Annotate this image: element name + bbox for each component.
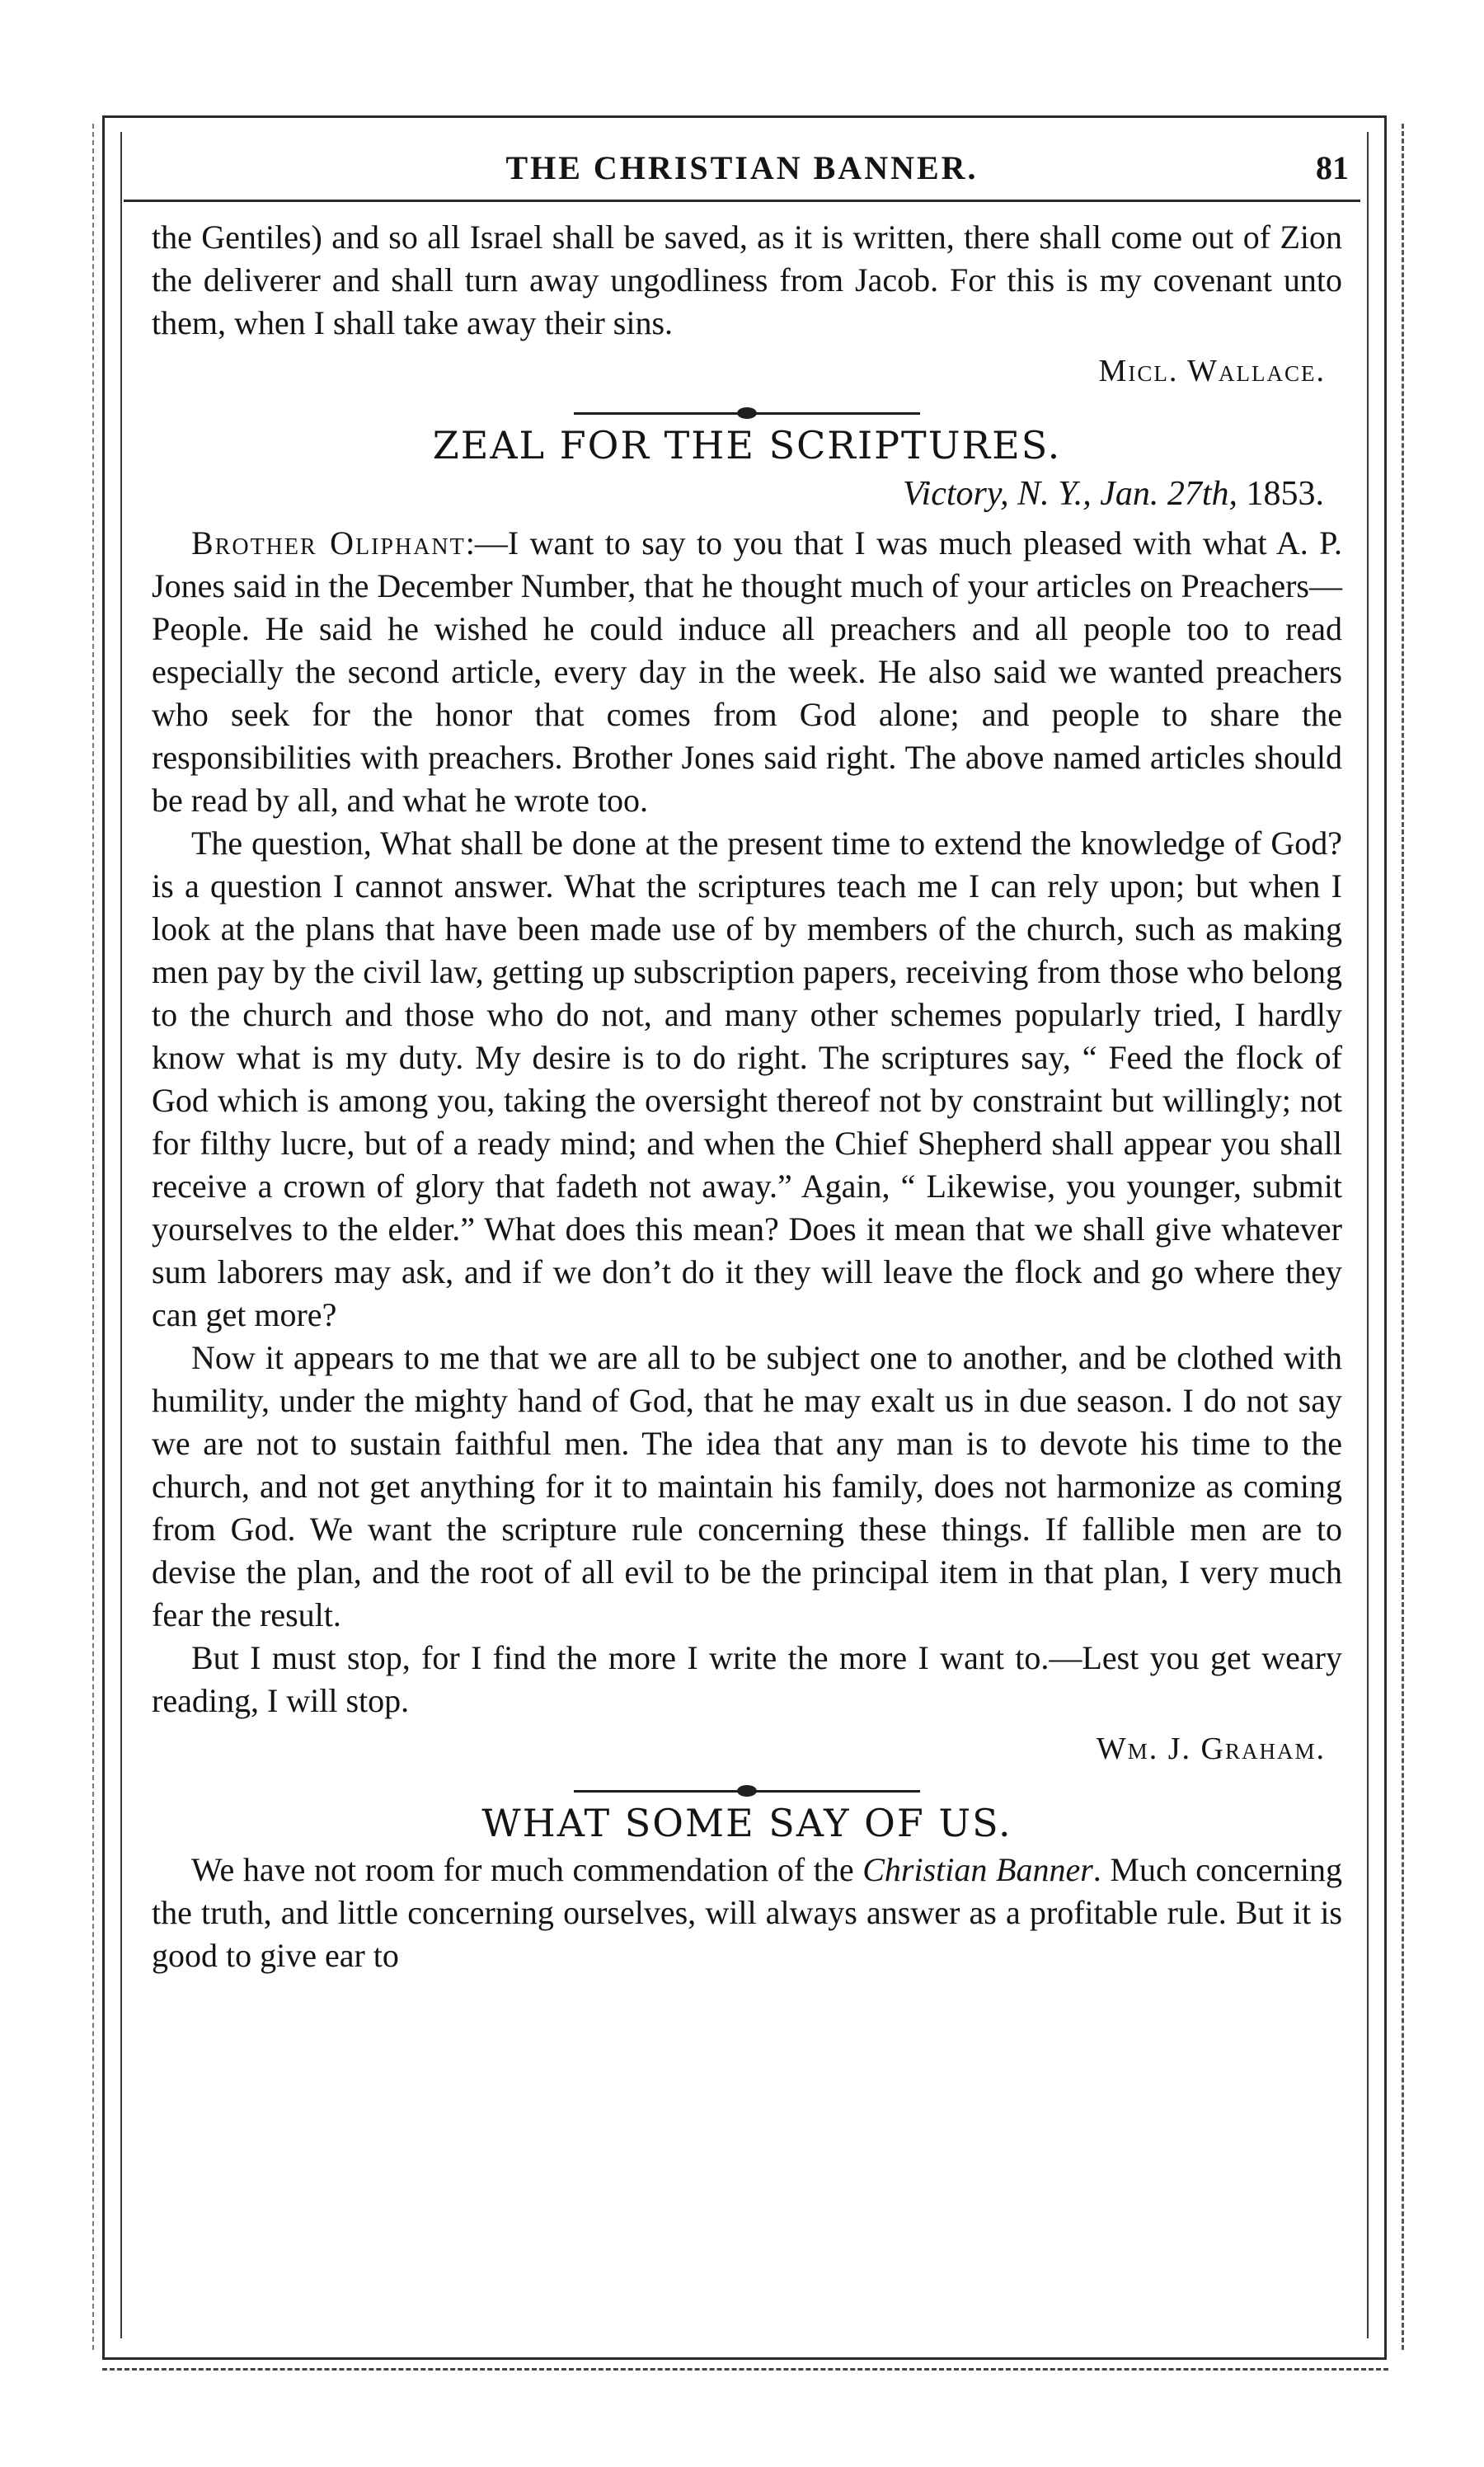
previous-article-signature: Micl. Wallace. — [1098, 354, 1326, 388]
running-title: THE CHRISTIAN BANNER. — [505, 149, 979, 186]
article-paragraph: Now it appears to me that we are all to be subject one to another, and be clothed with humility, under the mighty hand of God, that he may exalt us in due season. I do not say we are not to sustain faithful men. The idea that any man is to devote his time to the church, and not get anything for it to maintain his family, does not harmonize as coming from God. We want the scripture rule concerning these things. If fallible men are to devise the plan, and the root of all evil to be the principal item in that plan, I very much fear the result. — [152, 1339, 1342, 1633]
publication-title: Christian Banner — [862, 1851, 1093, 1888]
article-title: WHAT SOME SAY OF US. — [481, 1801, 1012, 1845]
page-number: 81 — [1316, 149, 1349, 186]
article-paragraph: The question, What shall be done at the present time to extend the knowledge of God? is a question I cannot answer. What the scriptures teach me I can rely upon; but when I look at the plans that have been made use of by members of the church, such as making men pay by the civil law, getting up subscription papers, receiving from those who belong to the church and those who do not, and many other schemes popularly tried, I hardly know what is my duty. My desire is to do right. The scriptures say, “ Feed the flock of God which is among you, taking the oversight thereof not by constraint but willingly; not for filthy lucre, but of a ready mind; and when the Chief Shepherd shall appear you shall receive a crown of glory that fadeth not away.” Again, “ Likewise, you younger, submit yourselves to the elder.” What does this mean? Does it mean that we shall give whatever sum laborers may ask, and if we don’t do it they will leave the flock and go where they can get more? — [152, 825, 1342, 1333]
article-signature: Wm. J. Graham. — [1096, 1732, 1326, 1766]
dateline-place: Victory, N. Y., Jan. 27th, — [902, 475, 1237, 513]
article-zeal-for-scriptures — [152, 423, 1342, 1770]
previous-article-ending — [152, 216, 1342, 392]
article-title: ZEAL FOR THE SCRIPTURES. — [432, 423, 1062, 468]
article-paragraph — [152, 1849, 1342, 1977]
paragraph-text: :—I want to say to you that I was much pleased with what A. P. Jones said in the December Number, that he thought much of your articles on Preachers—People. He said he wished he could induce all preachers and all people too to read especially the second article, every day in the week. He also said we wanted preachers who seek for the honor that comes from God alone; and people to share the responsibilities with preachers. Brother Jones said right. The above named articles should be read by all, and what he wrote too. — [152, 524, 1342, 819]
article-what-some-say — [152, 1801, 1342, 1977]
dateline-year: 1853. — [1246, 475, 1324, 513]
article-paragraph: But I must stop, for I find the more I write the more I want to.—Lest you get weary reading, I will stop. — [152, 1639, 1342, 1719]
bottom-dashed-border — [102, 2368, 1388, 2371]
page-header — [124, 142, 1360, 202]
section-divider — [574, 1790, 920, 1793]
article-paragraph — [152, 522, 1342, 822]
right-dashed-border — [1402, 124, 1404, 2350]
paragraph-text: . Much concerning the truth, and little concerning ourselves, will always answer as a profitable rule. But it is good to give ear to — [152, 1851, 1342, 1974]
section-divider — [574, 412, 920, 415]
page-content — [152, 216, 1342, 1977]
previous-article-text: the Gentiles) and so all Israel shall be saved, as it is written, there shall come out of Zion the deliverer and shall turn away ungodliness from Jacob. For this is my covenant unto them, when I shall take away their sins. — [152, 219, 1342, 341]
left-dashed-border — [92, 124, 94, 2350]
dateline — [152, 471, 1342, 517]
salutation: Brother Oliphant — [191, 524, 466, 562]
paragraph-text: We have not room for much commendation of the — [191, 1851, 854, 1888]
